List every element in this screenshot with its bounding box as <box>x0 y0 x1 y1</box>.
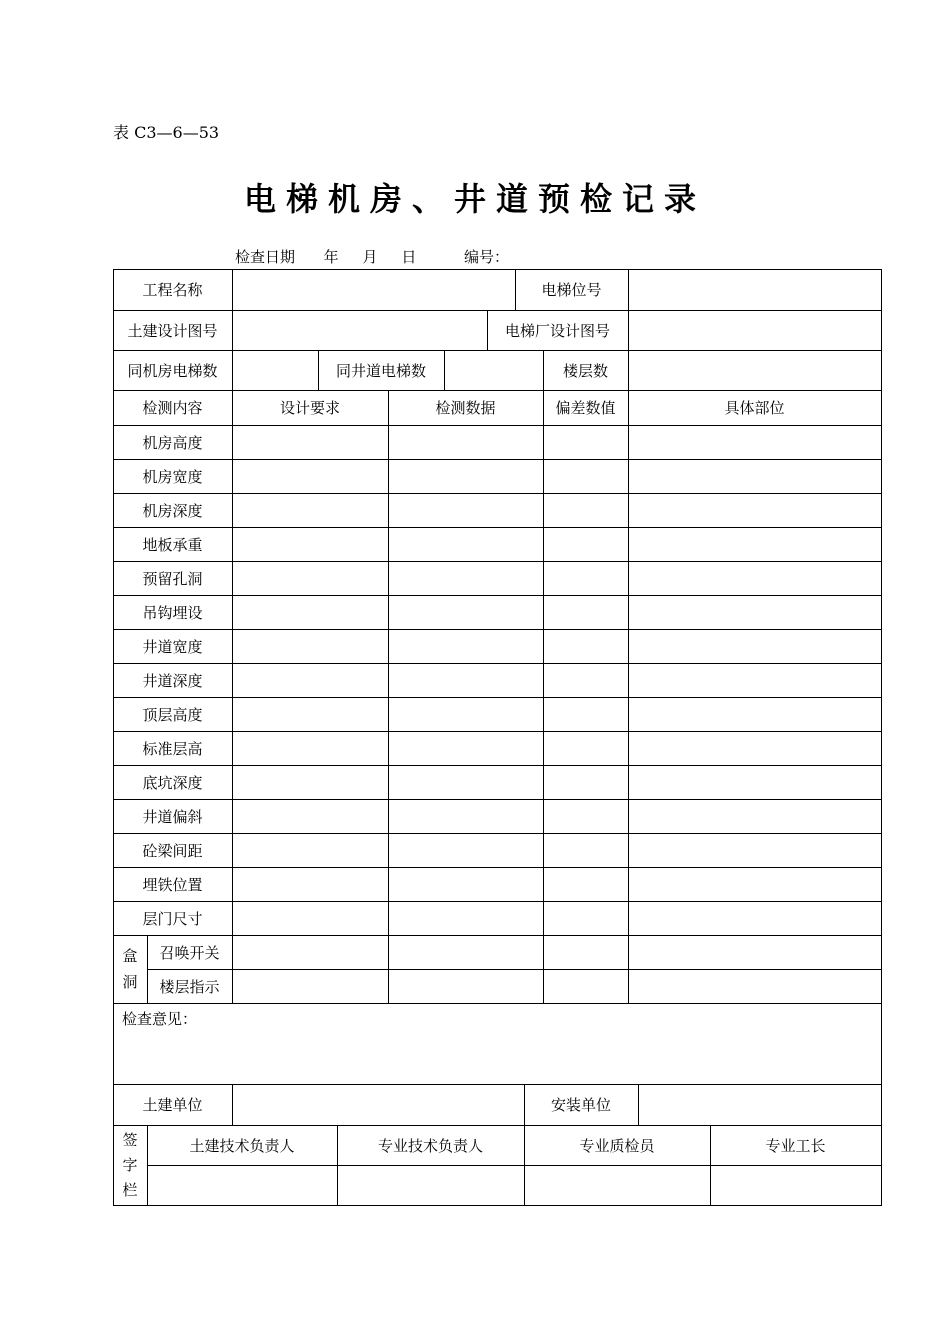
item-value-cell[interactable] <box>628 561 881 595</box>
item-value-cell[interactable] <box>543 595 628 629</box>
item-label: 埋铁位置 <box>142 875 203 894</box>
item-value-cell[interactable] <box>232 935 388 969</box>
item-value-cell[interactable] <box>232 969 388 1003</box>
signature-role-label: 专业质检员 <box>579 1136 655 1155</box>
signature-role-label: 土建技术负责人 <box>189 1136 295 1155</box>
project-name-field[interactable] <box>232 269 515 310</box>
signature-field[interactable] <box>524 1165 710 1205</box>
box-hole-item-label: 召唤开关 <box>159 943 220 962</box>
item-label: 标准层高 <box>142 739 203 758</box>
item-label: 顶层高度 <box>142 705 203 724</box>
inspection-date-label: 检查日期 <box>235 248 296 266</box>
item-value-cell[interactable] <box>232 799 388 833</box>
item-value-cell[interactable] <box>232 493 388 527</box>
item-value-cell[interactable] <box>388 697 543 731</box>
item-value-cell[interactable] <box>232 663 388 697</box>
item-label: 吊钩埋设 <box>142 603 203 622</box>
item-value-cell[interactable] <box>628 425 881 459</box>
column-header: 检测内容 <box>142 399 203 417</box>
item-value-cell[interactable] <box>543 459 628 493</box>
item-value-cell[interactable] <box>543 629 628 663</box>
civil-unit-label: 土建单位 <box>142 1096 203 1114</box>
item-value-cell[interactable] <box>543 731 628 765</box>
install-unit-label: 安装单位 <box>550 1096 611 1114</box>
signature-label: 签字栏 <box>122 1131 138 1199</box>
item-value-cell[interactable] <box>543 799 628 833</box>
item-value-cell[interactable] <box>232 901 388 935</box>
item-value-cell[interactable] <box>543 425 628 459</box>
signature-field[interactable] <box>337 1165 524 1205</box>
item-value-cell[interactable] <box>388 731 543 765</box>
item-value-cell[interactable] <box>543 867 628 901</box>
item-value-cell[interactable] <box>232 629 388 663</box>
item-value-cell[interactable] <box>628 731 881 765</box>
item-label: 井道宽度 <box>142 637 203 656</box>
same-machine-room-count-label: 同机房电梯数 <box>127 361 218 380</box>
civil-design-drawing-field[interactable] <box>232 310 487 350</box>
item-value-cell[interactable] <box>543 901 628 935</box>
civil-unit-field[interactable] <box>232 1084 524 1125</box>
item-value-cell[interactable] <box>628 867 881 901</box>
column-header: 设计要求 <box>279 399 340 417</box>
item-value-cell[interactable] <box>628 901 881 935</box>
item-value-cell[interactable] <box>232 425 388 459</box>
item-label: 层门尺寸 <box>142 909 203 928</box>
install-unit-field[interactable] <box>638 1084 881 1125</box>
item-value-cell[interactable] <box>543 663 628 697</box>
manufacturer-design-drawing-field[interactable] <box>628 310 881 350</box>
page-title: 电梯机房、井道预检记录 <box>243 180 706 218</box>
item-value-cell[interactable] <box>543 561 628 595</box>
item-label: 机房高度 <box>142 433 203 452</box>
item-value-cell[interactable] <box>232 867 388 901</box>
day-label: 日 <box>401 248 417 266</box>
item-value-cell[interactable] <box>628 697 881 731</box>
item-value-cell[interactable] <box>232 561 388 595</box>
inspection-opinion-field[interactable] <box>114 1029 881 1084</box>
month-label: 月 <box>362 248 378 266</box>
item-value-cell[interactable] <box>388 833 543 867</box>
elevator-position-field[interactable] <box>628 269 881 310</box>
item-value-cell[interactable] <box>232 731 388 765</box>
inspection-opinion-label: 检查意见： <box>122 1010 198 1028</box>
item-value-cell[interactable] <box>388 425 543 459</box>
column-header: 具体部位 <box>724 399 785 417</box>
table-rule <box>113 1003 882 1004</box>
item-value-cell[interactable] <box>232 833 388 867</box>
item-value-cell[interactable] <box>388 969 543 1003</box>
signature-role-label: 专业技术负责人 <box>377 1136 483 1155</box>
item-label: 井道深度 <box>142 671 203 690</box>
table-rule <box>881 269 882 1206</box>
item-value-cell[interactable] <box>543 969 628 1003</box>
item-value-cell[interactable] <box>628 969 881 1003</box>
item-label: 砼梁间距 <box>142 841 203 860</box>
signature-role-label: 专业工长 <box>765 1136 826 1155</box>
item-value-cell[interactable] <box>628 935 881 969</box>
item-value-cell[interactable] <box>232 765 388 799</box>
signature-field[interactable] <box>147 1165 337 1205</box>
item-value-cell[interactable] <box>388 663 543 697</box>
same-machine-room-count-field[interactable] <box>232 350 318 390</box>
item-value-cell[interactable] <box>628 459 881 493</box>
column-header: 偏差数值 <box>555 399 616 417</box>
item-value-cell[interactable] <box>543 935 628 969</box>
item-value-cell[interactable] <box>543 527 628 561</box>
item-value-cell[interactable] <box>388 629 543 663</box>
item-value-cell[interactable] <box>388 595 543 629</box>
item-value-cell[interactable] <box>388 901 543 935</box>
item-value-cell[interactable] <box>628 765 881 799</box>
signature-field[interactable] <box>710 1165 881 1205</box>
item-value-cell[interactable] <box>388 765 543 799</box>
column-header: 检测数据 <box>435 399 496 417</box>
item-value-cell[interactable] <box>232 697 388 731</box>
item-value-cell[interactable] <box>543 697 628 731</box>
item-value-cell[interactable] <box>388 867 543 901</box>
same-shaft-count-label: 同井道电梯数 <box>335 361 426 380</box>
civil-design-drawing-label: 土建设计图号 <box>127 321 218 340</box>
item-label: 底坑深度 <box>142 773 203 792</box>
project-name-label: 工程名称 <box>142 281 203 299</box>
table-rule <box>113 1205 882 1206</box>
number-label: 编号： <box>464 248 510 266</box>
box-hole-label: 盒洞 <box>122 947 138 991</box>
elevator-position-label: 电梯位号 <box>541 281 602 299</box>
item-value-cell[interactable] <box>388 459 543 493</box>
item-value-cell[interactable] <box>628 527 881 561</box>
floor-count-field[interactable] <box>628 350 881 390</box>
item-value-cell[interactable] <box>388 493 543 527</box>
item-value-cell[interactable] <box>232 527 388 561</box>
item-value-cell[interactable] <box>388 935 543 969</box>
item-value-cell[interactable] <box>388 527 543 561</box>
item-value-cell[interactable] <box>628 595 881 629</box>
date-line <box>235 246 509 267</box>
item-value-cell[interactable] <box>628 833 881 867</box>
form-code: 表 C3—6—53 <box>113 123 220 142</box>
item-value-cell[interactable] <box>628 663 881 697</box>
floor-count-label: 楼层数 <box>562 361 608 380</box>
item-value-cell[interactable] <box>543 833 628 867</box>
item-value-cell[interactable] <box>628 629 881 663</box>
item-label: 预留孔洞 <box>142 569 203 588</box>
year-label: 年 <box>323 248 339 266</box>
item-value-cell[interactable] <box>543 493 628 527</box>
box-hole-item-label: 楼层指示 <box>159 977 220 996</box>
item-value-cell[interactable] <box>232 595 388 629</box>
item-label: 井道偏斜 <box>142 807 203 826</box>
manufacturer-design-drawing-label: 电梯厂设计图号 <box>504 321 610 340</box>
item-label: 机房深度 <box>142 501 203 520</box>
item-value-cell[interactable] <box>232 459 388 493</box>
item-label: 机房宽度 <box>142 467 203 486</box>
item-value-cell[interactable] <box>628 799 881 833</box>
item-value-cell[interactable] <box>543 765 628 799</box>
item-value-cell[interactable] <box>388 561 543 595</box>
same-shaft-count-field[interactable] <box>444 350 543 390</box>
item-value-cell[interactable] <box>388 799 543 833</box>
item-label: 地板承重 <box>142 535 203 554</box>
item-value-cell[interactable] <box>628 493 881 527</box>
